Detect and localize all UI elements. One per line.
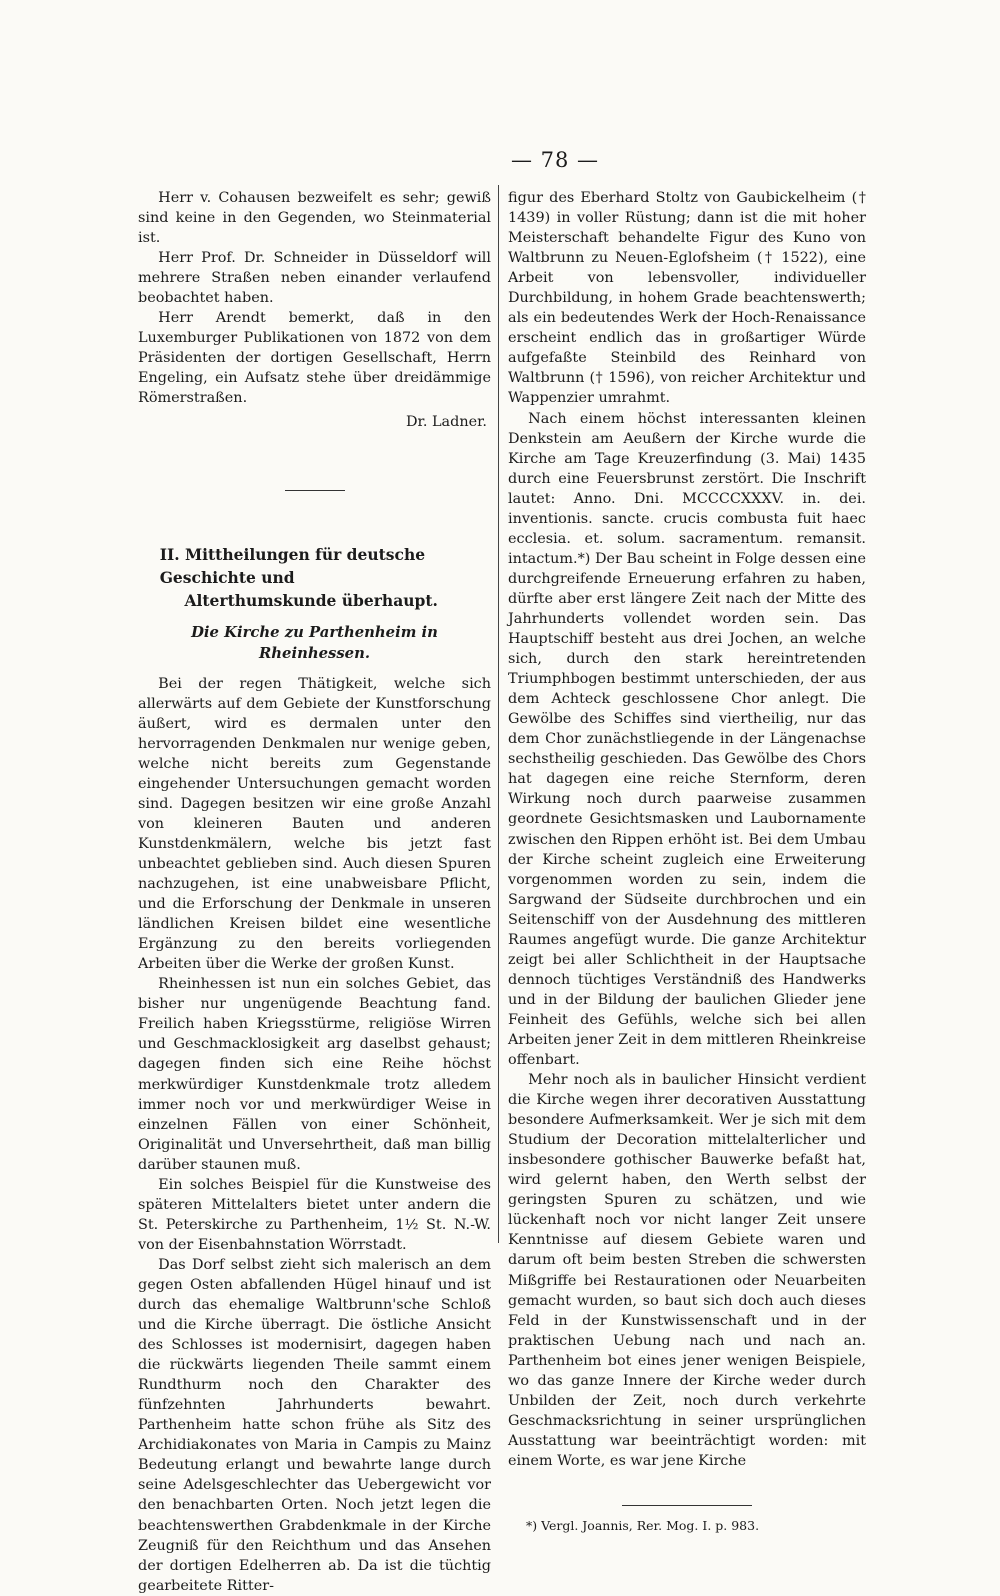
signature: Dr. Ladner. — [406, 413, 487, 430]
section-heading-line: II. Mittheilungen für deutsche Geschichte und — [159, 544, 426, 587]
section-divider — [285, 490, 345, 491]
column-divider — [498, 185, 499, 1243]
right-column — [508, 188, 866, 1536]
paragraph: Rheinhessen ist nun ein solches Gebiet, das bisher nur ungenügende Beachtung fand. Freilich haben Kriegsstürme, religiöse Wirren und Geschmacklosigkeit arg daselbst gehaust; dagegen finden sich eine Reihe höchst merkwürdiger Kunstdenkmale trotz alledem immer noch vor und merkwürdiger Weise in einzelnen Fällen von einer Schönheit, Originalität und Unversehrtheit, daß man billig darüber staunen muß. — [138, 976, 491, 1173]
paragraph: Mehr noch als in baulicher Hinsicht verdient die Kirche wegen ihrer decorativen Ausstattung besondere Aufmerksamkeit. Wer je sich mit dem Studium der Decoration mittelalterlicher und insbesondere gothischer Bauwerke befaßt hat, wird gelernt haben, den Werth selbst der geringsten Spuren zu schätzen, und wie lückenhaft noch vor nicht langer Zeit unsere Kenntnisse auf diesem Gebiete waren und darum oft beim besten Streben die schwersten Mißgriffe bei Restaurationen oder Neuarbeiten gemacht wurden, so baut sich doch auch dieses Feld in der Kunstwissenschaft und in der praktischen Uebung nach und nach an. Parthenheim bot eines jener wenigen Beispiele, wo das ganze Innere der Kirche weder durch Unbilden der Zeit, noch durch verkehrte Geschmacksrichtung in seiner ursprünglichen Ausstattung war beeinträchtigt worden: mit einem Worte, es war jene Kirche — [508, 1072, 866, 1469]
paragraph: Herr Prof. Dr. Schneider in Düsseldorf will mehrere Straßen neben einander verlaufend beobachtet haben. — [138, 250, 491, 307]
paragraph: Herr Arendt bemerkt, daß in den Luxemburger Publikationen von 1872 von dem Präsidenten der dortigen Gesellschaft, Herrn Engeling, ein Aufsatz stehe über dreidämmige Römerstraßen. — [138, 310, 491, 407]
paragraph: Bei der regen Thätigkeit, welche sich allerwärts auf dem Gebiete der Kunstforschung äußert, wird es dermalen unter den hervorragenden Denkmalen nur wenige geben, welche nicht bereits zum Gegenstande eingehender Untersuchungen gemacht worden sind. Dagegen besitzen wir eine große Anzahl von kleineren Bauten und anderen Kunstdenkmälern, welche bis jetzt fast unbeachtet geblieben sind. Auch diesen Spuren nachzugehen, ist eine unabweisbare Pflicht, und die Erforschung der Denkmale in unseren ländlichen Kreisen bildet eine wesentliche Ergänzung zu den bereits vorliegenden Arbeiten über die Werke der großen Kunst. — [138, 675, 491, 973]
section-heading — [138, 543, 491, 612]
page-number: — 78 — — [510, 148, 600, 172]
paragraph: Das Dorf selbst zieht sich malerisch an dem gegen Osten abfallenden Hügel hinauf und ist durch das ehemalige Waltbrunn'sche Schloß und die Kirche überragt. Die östliche Ansicht des Schlosses ist modernisirt, dagegen haben die rückwärts liegenden Theile sammt einem Rundthurm noch den Charakter des fünfzehnten Jahrhunderts bewahrt. Parthenheim hatte schon frühe als Sitz des Archidiakonates von Maria in Campis zu Mainz Bedeutung erlangt und bewahrte lange durch seine Adelsgeschlechter das Uebergewicht vor den benachbarten Orten. Noch jetzt legen die beachtenswerthen Grabdenkmale in der Kirche Zeugniß für den Reichthum und das Ansehen der dortigen Edelherren ab. Da ist die tüchtig gearbeitete Ritter- — [138, 1256, 491, 1594]
section-heading-line: Alterthumskunde überhaupt. — [184, 590, 438, 610]
paragraph: Nach einem höchst interessanten kleinen Denkstein am Aeußern der Kirche wurde die Kirche am Tage Kreuzerfindung (3. Mai) 1435 durch eine Feuersbrunst zerstört. Die Inschrift lautet: Anno. Dni. MCCCCXXXV. in. dei. inventionis. sancte. crucis combusta fuit haec ecclesia. et. solum. sacramentum. remansit. intactum.*) Der Bau scheint in Folge dessen eine durchgreifende Erneuerung erfahren zu haben, dürfte aber erst längere Zeit nach der Mitte des Jahrhunderts vollendet worden sein. Das Hauptschiff besteht aus drei Jochen, an welche sich, durch den stark hereintretenden Triumphbogen bestimmt unterschieden, der aus dem Achteck geschlossene Chor anlegt. Die Gewölbe des Schiffes sind viertheilig, nur das dem Chor zunächstliegende in der Längenachse sechstheilig geschieden. Das Gewölbe des Chors hat dagegen eine reiche Sternform, deren Wirkung noch durch paarweise zusammen geordnete Gesichtsmasken und Laubornamente zwischen den Rippen erhöht ist. Bei dem Umbau der Kirche scheint zugleich eine Erweiterung vorgenommen worden zu sein, indem die Sargwand der Südseite durchbrochen und ein Seitenschiff von der Ausdehnung des mittleren Raumes angefügt wurde. Die ganze Architektur zeigt bei aller Schlichtheit in der Hauptsache dennoch tüchtiges Verständniß des Handwerks und in der Bildung der baulichen Glieder jene Feinheit des Gefühls, welche sich bei allen Arbeiten jener Zeit in dem mittleren Rheinkreise offenbart. — [508, 410, 866, 1069]
footnote: *) Vergl. Joannis, Rer. Mog. I. p. 983. — [526, 1518, 760, 1533]
article-title: Die Kirche zu Parthenheim in Rheinhessen. — [191, 623, 438, 662]
paragraph: Ein solches Beispiel für die Kunstweise des späteren Mittelalters bietet unter andern die St. Peterskirche zu Parthenheim, 1½ St. N.-W. von der Eisenbahnstation Wörrstadt. — [138, 1176, 491, 1253]
footnote-divider — [622, 1505, 752, 1506]
paragraph: Herr v. Cohausen bezweifelt es sehr; gewiß sind keine in den Gegenden, wo Steinmaterial ist. — [138, 190, 491, 247]
left-column — [138, 188, 491, 1596]
paragraph: figur des Eberhard Stoltz von Gaubickelheim († 1439) in voller Rüstung; dann ist die mit hoher Meisterschaft behandelte Figur des Kuno von Waltbrunn zu Neuen-Eglofsheim († 1522), eine Arbeit von lebensvoller, individueller Durchbildung, in hohem Grade beachtenswerth; als ein bedeutendes Werk der Hoch-Renaissance erscheint endlich das in großartiger Würde aufgefaßte Steinbild des Reinhard von Waltbrunn († 1596), von reicher Architektur und Wappenzier umrahmt. — [508, 190, 866, 407]
